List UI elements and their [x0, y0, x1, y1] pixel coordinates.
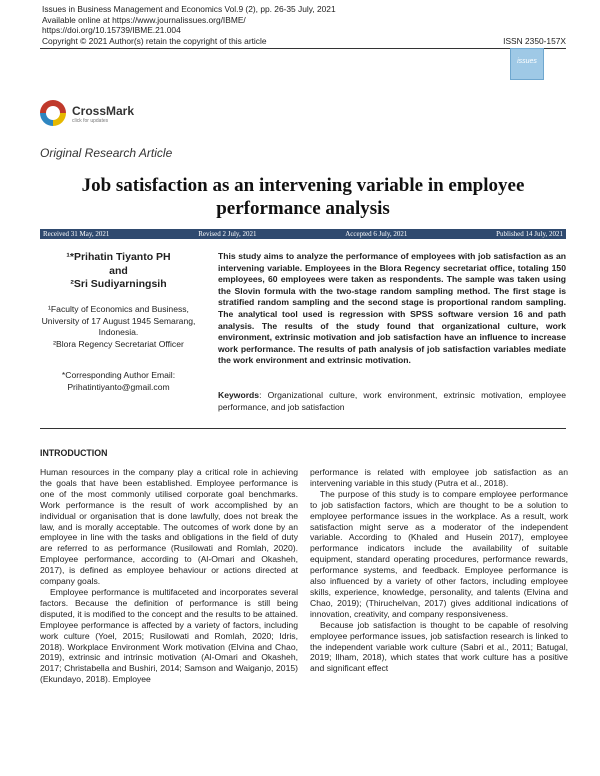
article-type: Original Research Article	[40, 146, 173, 160]
left-paragraph-2: Employee performance is multifaceted and incorporates several factors. Because the definition of performance is still being disputed, it is modified to the concept and the results to be attained. Employee performance is affected by a variety of factors, including work culture (Yoel, 2015; Rusilowati and Romlah, 2020; Idris, 2018). Workplace Environment Work motivation (Elvina and Chao, 2019), extrinsic and intrinsic motivation (Al-Omari and Okasheh, 2017; Christabella and Bushiri, 2014; Samson and Waiganjo, 2015) (Ekundayo, 2018). Employee	[40, 586, 298, 685]
accepted-date: Accepted 6 July, 2021	[345, 230, 408, 238]
left-paragraph-1: Human resources in the company play a critical role in achieving the goals that have been established. Employee performance is one of the most commonly utilised corporate goal benchmarks. Work performance is the result of work accomplished by an individual or organisation that is done lawfully, does not break the law, and is morally acceptable. The outcomes of work done by an employee in line with the tasks and obligations in the field of duty are referred to as performance (Rusilowati and Romlah, 2020). Employee performance, according to (Al-Omari and Okasheh, 2017), is defined as employee behaviour or actions directed at company goals.	[40, 467, 298, 587]
affiliation-1: ¹Faculty of Economics and Business, University of 17 August 1945 Semarang, Indonesia.	[41, 304, 196, 337]
journal-logo-text: issues	[517, 58, 537, 65]
abstract: This study aims to analyze the performance of employees with job satisfaction as an intervening variable. Employees in the Blora Regency secretariat office, totaling 150 employees, 60 employees were taken as respondents. The sample was taken using the Slovin formula with the two-stage random sampling method. The first stage is stratified random sampling and the second stage is proportional random sampling. The analytical tool used is regression with SPSS software version 16 and path analysis. The results of the study found that organizational culture, work environment, extrinsic motivation and job satisfaction have an influence to increase work performance. The results of path analysis of job satisfaction variables mediate the work environment and extrinsic motivation.	[218, 251, 566, 366]
corresponding-author	[40, 370, 197, 393]
article-title: Job satisfaction as an intervening variable in employee performance analysis	[81, 175, 525, 219]
received-date: Received 31 May, 2021	[43, 230, 110, 238]
published-date: Published 14 July, 2021	[496, 230, 563, 238]
issn: ISSN 2350-157X	[503, 36, 566, 46]
revised-date: Revised 2 July, 2021	[198, 230, 257, 238]
available-line[interactable]: Available online at https://www.journalissues.org/IBME/	[42, 14, 246, 25]
journal-line: Issues in Business Management and Economics Vol.9 (2), pp. 26-35 July, 2021	[42, 4, 336, 14]
copyright-line: Copyright © 2021 Author(s) retain the copyright of this article	[42, 35, 267, 46]
dates-bar	[40, 229, 566, 239]
author-1: ¹*Prihatin Tiyanto PH	[66, 251, 171, 263]
keywords-text: : Organizational culture, work environment, extrinsic motivation, employee performance, and job satisfaction	[218, 390, 566, 412]
affiliation-2: ²Blora Regency Secretariat Officer	[53, 338, 184, 349]
crossmark-label: CrossMark	[72, 104, 135, 118]
keywords-label: Keywords	[218, 390, 260, 400]
author-2: ²Sri Sudiyarningsih	[70, 278, 167, 290]
author-and: and	[109, 264, 128, 277]
affiliations	[40, 304, 197, 350]
right-paragraph-2: The purpose of this study is to compare employee performance to job satisfaction factors, which are thought to be a solution to employee performance issues in the workplace. As a result, work satisfaction might serve as a moderator of the independent variable. According to (Khaled and Husein 2017), employee performance indicators include the availability of suitable equipment, standard operating procedures, performance rewards, performance systems, and feedback. Employee performance is also influenced by a variety of other factors, including employee skills, experience, knowledge, personality, and talents (Elvina and Chao, 2019); (Thiruchelvan, 2017) gives additional indications of innovation, creativity, and company responsiveness.	[310, 488, 568, 619]
body-divider	[40, 428, 566, 429]
crossmark-icon	[40, 100, 66, 126]
right-column	[310, 467, 568, 674]
keywords	[218, 390, 566, 413]
crossmark-badge[interactable]	[40, 100, 160, 128]
doi-line[interactable]: https://doi.org/10.15739/IBME.21.004	[42, 25, 181, 36]
right-paragraph-1: performance is related with employee job satisfaction as an intervening variable in this study (Putra et al., 2018).	[310, 467, 568, 488]
intro-heading: INTRODUCTION	[40, 448, 108, 458]
corresponding-label: *Corresponding Author Email:	[61, 370, 176, 380]
header-divider	[40, 48, 566, 49]
corresponding-email[interactable]: Prihatintiyanto@gmail.com	[67, 381, 170, 392]
crossmark-sub: click for updates	[72, 118, 109, 124]
author-list	[40, 251, 197, 292]
left-column	[40, 467, 298, 685]
right-paragraph-3: Because job satisfaction is thought to be capable of resolving employee performance issues, job satisfaction research is linked to the independent variable work culture (Sabri et al., 2011; Batugal, 2019; Ilham, 2018), which states that work culture has a positive and significant effect	[310, 619, 568, 674]
journal-logo-icon	[510, 48, 544, 80]
journal-header	[42, 4, 336, 46]
